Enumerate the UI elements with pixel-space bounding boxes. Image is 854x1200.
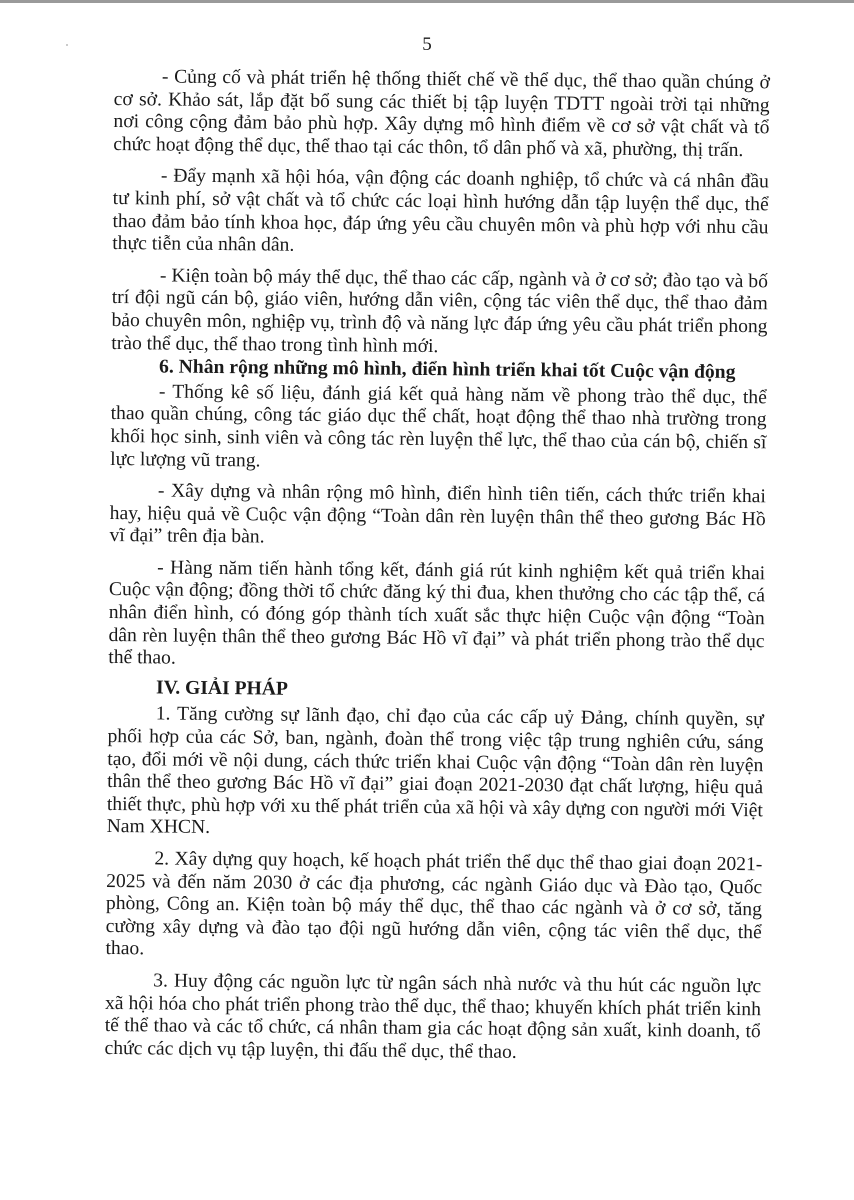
section-heading-iv: IV. GIẢI PHÁP: [155, 677, 289, 700]
document-body: [104, 66, 770, 1076]
paragraph-annual-review: - Hàng năm tiến hành tổng kết, đánh giá rút kinh nghiệm kết quả triển khai Cuộc vận động; đồng thời tổ chức đăng ký thi đua, khen thưởng cho các tập thể, cá nhân điển hình, có đóng góp thành tích xuất sắc thực hiện Cuộc vận động “Toàn dân rèn luyện thân thể theo gương Bác Hồ vĩ đại” và phát triển phong trào thể dục thể thao.: [108, 557, 766, 669]
page-number: 5: [422, 34, 432, 55]
solution-2: 2. Xây dựng quy hoạch, kế hoạch phát triển thể dục thể thao giai đoạn 2021-2025 và đến năm 2030 ở các địa phương, các ngành Giáo dục và Đào tạo, Quốc phòng, Công an. Kiện toàn bộ máy thể dục, thể thao các ngành và ở cơ sở, tăng cường xây dựng và đào tạo đội ngũ hướng dẫn viên, cộng tác viên thể dục, thể thao.: [105, 848, 763, 960]
page-top-edge: [0, 0, 854, 3]
paragraph-models: - Xây dựng và nhân rộng mô hình, điển hình tiên tiến, cách thức triển khai hay, hiệu quả về Cuộc vận động “Toàn dân rèn luyện thân thể theo gương Bác Hồ vĩ đại” trên địa bàn.: [109, 480, 766, 548]
solution-3: 3. Huy động các nguồn lực từ ngân sách nhà nước và thu hút các nguồn lực xã hội hóa cho phát triển phong trào thể dục, thể thao; khuyến khích phát triển kinh tế thể thao và các tổ chức, cá nhân tham gia các hoạt động sản xuất, kinh doanh, tổ chức các dịch vụ tập luyện, thi đấu thể dục, thể thao.: [104, 970, 762, 1063]
paragraph-facilities: - Củng cố và phát triển hệ thống thiết chế về thể dục, thể thao quần chúng ở cơ sở. Khảo sát, lắp đặt bổ sung các thiết bị tập luyện TDTT ngoài trời tại những nơi công cộng đảm bảo phù hợp. Xây dựng mô hình điểm về cơ sở vật chất và tổ chức hoạt động thể dục, thể thao tại các thôn, tổ dân phố và xã, phường, thị trấn.: [113, 66, 770, 161]
section-heading-6: 6. Nhân rộng những mô hình, điển hình triển khai tốt Cuộc vận động: [159, 356, 736, 384]
paragraph-organization: - Kiện toàn bộ máy thể dục, thể thao các cấp, ngành và ở cơ sở; đào tạo và bố trí đội ngũ cán bộ, giáo viên, hướng dẫn viên, cộng tác viên thể dục, thể thao đảm bảo chuyên môn, nghiệp vụ, trình độ và năng lực đáp ứng yêu cầu phát triển phong trào thể dục, thể thao trong tình hình mới.: [111, 265, 769, 357]
paragraph-statistics: - Thống kê số liệu, đánh giá kết quả hàng năm về phong trào thể dục, thể thao quần chúng, công tác giáo dục thể chất, hoạt động thể thao nhà trường trong khối học sinh, sinh viên và công tác rèn luyện thể lực, thể thao của cán bộ, chiến sĩ lực lượng vũ trang.: [110, 381, 767, 471]
paragraph-socialization: - Đẩy mạnh xã hội hóa, vận động các doanh nghiệp, tổ chức và cá nhân đầu tư kinh phí, sở vật chất và tổ chức các loại hình hướng dẫn tập luyện thể dục, thể thao đảm bảo tính khoa học, đáp ứng yêu cầu chuyên môn và phù hợp với nhu cầu thực tiễn của nhân dân.: [112, 165, 770, 256]
solution-1: 1. Tăng cường sự lãnh đạo, chỉ đạo của các cấp uỷ Đảng, chính quyền, sự phối hợp của các Sở, ban, ngành, đoàn thể trong việc tập trung nghiên cứu, sáng tạo, đổi mới về nội dung, cách thức triển khai Cuộc vận động “Toàn dân rèn luyện thân thể theo gương Bác Hồ vĩ đại” giai đoạn 2021-2030 đạt chất lượng, hiệu quả thiết thực, phù hợp với xu thế phát triển của xã hội và xây dựng con người mới Việt Nam XHCN.: [106, 703, 764, 839]
